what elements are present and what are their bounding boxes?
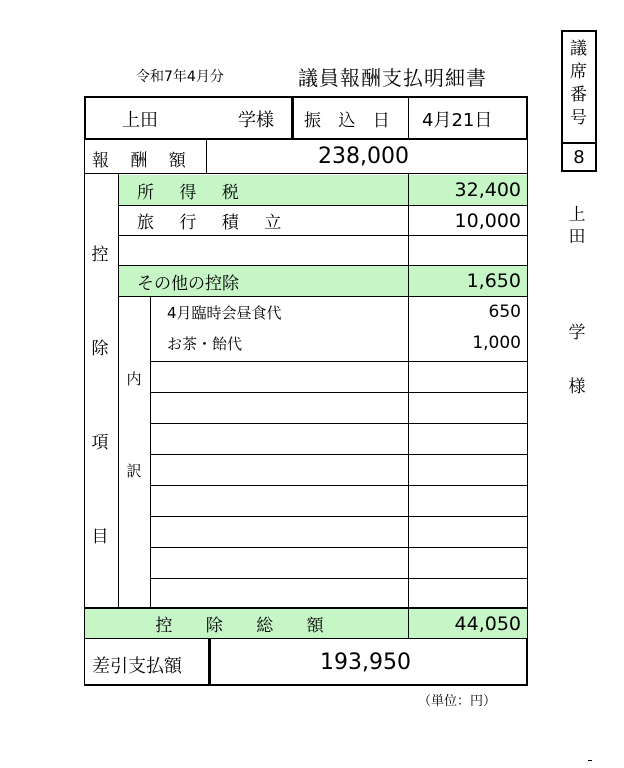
breakdown-side-label: 訳 <box>126 462 142 480</box>
document-title: 議員報酬支払明細書 <box>298 66 487 90</box>
breakdown-side-label: 内 <box>126 370 142 388</box>
pay-label: 報 酬 額 <box>92 151 194 171</box>
seat-number-value: 8 <box>573 146 585 168</box>
side-name-char: 田 <box>568 227 586 247</box>
transfer-date: 4月21日 <box>422 110 493 131</box>
deduction-travel-savings <box>119 206 408 235</box>
seat-number-box <box>561 30 597 172</box>
deductions-total-amount: 44,050 <box>409 608 527 638</box>
breakdown-row <box>151 297 408 327</box>
deduction-other-amount: 1,650 <box>409 266 527 296</box>
breakdown-amount: 1,000 <box>472 333 521 353</box>
pay-amount: 238,000 <box>318 144 409 169</box>
deduction-income-tax-amount: 32,400 <box>409 175 527 205</box>
pay-period: 令和7年4月分 <box>136 69 224 85</box>
deduction-travel-savings-amount: 10,000 <box>454 209 521 232</box>
deduction-income-tax <box>119 175 408 205</box>
side-name-char: 学 <box>568 323 586 343</box>
deductions-side-label: 控 <box>91 245 109 265</box>
deductions-side-label: 目 <box>91 527 109 547</box>
side-name-char: 上 <box>568 205 586 225</box>
side-name-char: 様 <box>568 377 586 397</box>
corner-mark <box>588 760 592 761</box>
transfer-date-label: 振 込 日 <box>304 111 396 131</box>
unit-note: （単位：円） <box>418 694 497 709</box>
breakdown-row <box>151 328 408 358</box>
breakdown-amount: 650 <box>488 302 521 322</box>
deduction-other <box>119 266 408 296</box>
net-pay-amount: 193,950 <box>320 650 411 675</box>
recipient-honorific: 学様 <box>238 110 274 131</box>
deductions-total-label: 控 除 総 額 <box>155 616 338 636</box>
deductions-side-label: 除 <box>91 339 109 359</box>
breakdown-label: お茶・飴代 <box>167 334 243 353</box>
breakdown-label: 4月臨時会昼食代 <box>167 303 282 322</box>
seat-number-label: 議 席 番 号 <box>563 32 595 144</box>
deduction-label: 所 得 税 <box>137 182 249 203</box>
deduction-label: その他の控除 <box>137 273 239 294</box>
deduction-label: 旅 行 積 立 <box>137 213 292 233</box>
deductions-side-label: 項 <box>91 433 109 453</box>
recipient-name: 上田 <box>122 110 158 131</box>
net-pay-label: 差引支払額 <box>92 656 182 677</box>
